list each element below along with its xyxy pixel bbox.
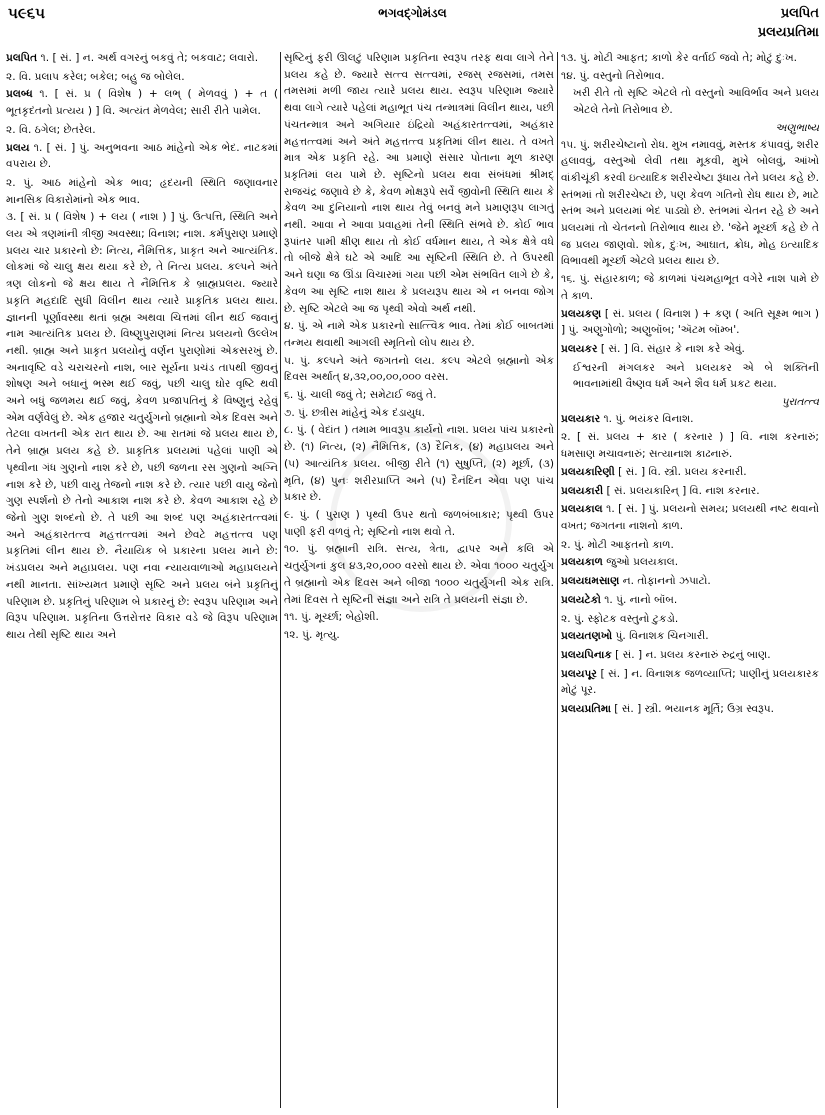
column-1 [6, 50, 278, 1110]
definition-text: ૨. વિ. પ્રલાપ કરેલ; બકેલ; બહુ જ બોલેલ. [6, 70, 185, 83]
dictionary-entry [6, 140, 278, 173]
definition-text: [ સં. ] સ્ત્રી. ભયાનક મૂર્તિ; ઉગ્ર સ્વરૂપ. [610, 703, 774, 716]
headword: પ્રલયપ્રતિમા [561, 703, 611, 716]
definition-text: ૨. પું. આઠ માંહેનો એક ભાવ; હૃદયની સ્થિતિ જણાવનાર માનસિક વિકારોમાંનો એક ભાવ. [6, 176, 278, 206]
dictionary-entry [561, 573, 819, 590]
entry-sense [284, 318, 554, 351]
column-divider [557, 52, 558, 1108]
entry-sense [284, 541, 554, 608]
headword: પ્રલયકણ [561, 307, 602, 320]
dictionary-entry [561, 647, 819, 664]
definition-text: સૃષ્ટિનું ફરી ઊલટું પરિણામ પ્રકૃતિના સ્વરૂપ તરફ થવા લાગે તેને પ્રલય કહે છે. જ્યારે સત્ત્વ સત્ત્વમાં, રજસ્ રજસમાં, તમસ તમસમાં મળી જાય ત્યારે પ્રલય થાય. સ્વરૂપ પરિણામ જ્યારે થવા લાગે ત્યારે પહેલાં મહાભૂત પંચ તન્માત્રમાં વિલીન થાય, પછી પંચતન્માત્ર અને અગિયાર ઇંદ્રિયો અહંકારતત્ત્વમાં, અહંકાર મહત્તત્ત્વમાં અને અંતે મહત્તત્ત્વ પ્રકૃતિમાં લીન થાય. તે વખતે માત્ર એક પ્રકૃતિ રહે. આ પ્રમાણે સંસાર પોતાના મૂળ કારણ પ્રકૃતિમાં લય પામે છે. સૃષ્ટિનો પ્રલય થવા સંબંધમાં શ્રીમદ્ રાજચંદ્ર જણાવે છે કે, કેવળ મોક્ષરૂપે સર્વે જીવોની સ્થિતિ થાય કે કેવળ આ દુનિયાનો નાશ થાય તેવું બનવું મને પ્રમાણરૂપ લાગતું નથી. આવા ને આવા પ્રવાહમાં તેની સ્થિતિ સંભવે છે. કોઈ ભાવ રૂપાંતર પામી ક્ષીણ થાય તો કોઈ વર્ધમાન થાય, તે એક ક્ષેત્રે વધે તો બીજે ક્ષેત્રે ઘટે એ આદિ આ સૃષ્ટિની સ્થિતિ છે. તે ઉપરથી અને ઘણા જ ઊંડા વિચારમાં ગયા પછી એમ સંભવિત લાગે છે કે, કેવળ આ સૃષ્ટિ નાશ થાય કે પ્રલયરૂપ થાય એ ન બનવા જોગ છે. સૃષ્ટિ એટલે આ જ પૃથ્વી એવો અર્થ નથી. [284, 52, 554, 315]
definition-text: [ સં. ] ન. વિનાશક જળવ્યાપ્તિ; પાણીનું પ્રલયકારક મોટું પૂર. [561, 667, 819, 697]
definition-text: ૧૬. પું. સંહારકાળ; જે કાળમાં પંચમહાભૂત વગેરે નાશ પામે છે તે કાળ. [561, 273, 819, 302]
dictionary-entry [561, 306, 819, 339]
dictionary-entry [561, 701, 819, 718]
headword: પ્રલય [6, 141, 30, 154]
definition-text: જુઓ પ્રલયકાલ. [602, 556, 679, 569]
definition-text: [ સં. ] ન. પ્રલય કરનારું રુદ્રનું બાણ. [611, 648, 771, 661]
entry-sense [561, 611, 819, 628]
dictionary-entry [561, 411, 819, 428]
definition-text: ૨. પું. મોટી આફતનો કાળ. [561, 538, 674, 551]
entry-sense [284, 422, 554, 506]
definition-text: ૧૪. પું. વસ્તુનો તિરોભાવ. [561, 69, 665, 82]
guide-words [758, 4, 819, 42]
definition-text: [ સં. ] વિ. સંહાર કે નાશ કરે એવું. [597, 342, 745, 355]
definition-text: ૬. પું. ચાલી જવું તે; સમેટાઈ જવું તે. [284, 389, 437, 402]
dictionary-entry [561, 592, 819, 609]
entry-sense [6, 122, 278, 139]
headword: પ્રલયપિનાક [561, 648, 612, 661]
definition-text: [ સં. પ્રલય ( વિનાશ ) + કણ ( અતિ સૂક્ષ્મ ભાગ ) ] પું. અણુગોળો; અણુબૉંબ; 'ઍટમ બૉમ્બ'. [561, 307, 819, 337]
definition-text: ૩. [ સં. પ્ર ( વિશેષ ) + લય ( નાશ ) ] પું. ઉત્પત્તિ, સ્થિતિ અને લય એ ત્રણમાંની ત્રીજી અવસ્થા; વિનાશ; નાશ. કર્મપુરાણ પ્રમાણે પ્રલય ચાર પ્રકારનો છે: નિત્ય, નૈમિત્તિક, પ્રાકૃત અને આત્યંતિક. લોકમાં જે ચાલુ ક્ષય થયા કરે છે, તે નિત્ય પ્રલય. કલ્પને અંતે ત્રણ લોકનો જે ક્ષય થાય તે નૈમિત્તિક કે બ્રાહ્મપ્રલય. જ્યારે પ્રકૃતિ મહદાદિ સુધી વિલીન થાય ત્યારે પ્રાકૃતિક પ્રલય થાય. જ્ઞાનની પૂર્ણાવસ્થા થતાં બ્રહ્મ અથવા ચિત્તમાં લીન થઈ જવાનું નામ આત્યંતિક પ્રલય છે. વિષ્ણુપુરાણમાં નિત્ય પ્રલયનો ઉલ્લેખ નથી. બ્રાહ્મ અને પ્રાકૃત પ્રલયોનું વર્ણન પુરાણોમાં એકસરખું છે. અનાવૃષ્ટિ વડે ચરાચરનો નાશ, બાર સૂર્યના પ્રચંડ તાપથી જીવનું શોષણ અને બધાનું ભસ્મ થઈ જવું, પછી ચાલુ ઘોર વૃષ્ટિ થવી અને બધું જળમય થઈ જવું, કેવળ પ્રજાપતિનું કે વિષ્ણુનું રહેવું એમ વર્ણવેલું છે. એક હજાર ચતુર્યુગનો બ્રહ્માનો એક દિવસ અને તેટલા વખતની એક રાત થાય છે. આ રાતમાં જે પ્રલય થાય છે, તેને બ્રાહ્મ પ્રલય કહે છે. પ્રાકૃતિક પ્રલયમાં પહેલાં પાણી એ પૃથ્વીના ગંધ ગુણનો નાશ કરે છે, પછી જળના રસ ગુણનો અગ્નિ નાશ કરે છે, પછી વાયુ તેજનો નાશ કરે છે. ત્યાર પછી વાયુ જેનો ગુણ સ્પર્શનો છે તેનો આકાશ નાશ કરે છે. કેવળ આકાશ રહે છે જેનો ગુણ શબ્દનો છે. તે પછી આ શબ્દ પણ અહંકારતત્ત્વમાં અને અહંકારતત્ત્વ મહત્તત્ત્વમાં અને છેવટે મહત્તત્ત્વ પણ પ્રકૃતિમાં લીન થાય છે. નૈયાયિક બે પ્રકારના પ્રલય માને છે: ખંડપ્રલય અને મહાપ્રલય. પણ નવા ન્યાયવાળાઓ મહાપ્રલયને નથી માનતા. સાંખ્યમત પ્રમાણે સૃષ્ટિ અને પ્રલય બંને પ્રકૃતિનું પરિણામ છે. પ્રકૃતિનું પરિણામ બે પ્રકારનું છે: સ્વરૂપ પરિણામ અને વિરૂપ પરિણામ. પ્રકૃતિના ઉત્તરોત્તર વિકાર વડે જે વિરૂપ પરિણામ થાય તેથી સૃષ્ટિ થાય અને [6, 211, 278, 641]
definition-text: [ સં. પ્રલયકારિન્ ] વિ. નાશ કરનાર. [603, 484, 760, 497]
entry-sense [284, 507, 554, 540]
citation-source [561, 394, 819, 411]
headword: પ્રલયકાળ [561, 556, 603, 569]
headword: પ્રલબ્ધ [6, 88, 33, 101]
definition-text: ૧. [ સં. પ્ર ( વિશેષ ) + લભ્ ( મેળવવું ) + ત ( ભૂતકૃદંતનો પ્રત્યય ) ] વિ. અત્યંત મેળવેલ; સારી રીતે પામેલ. [6, 88, 278, 118]
column-2 [284, 50, 554, 1110]
definition-text: ૧૦. પું. બ્રહ્માની રાત્રિ. સત્ય, ત્રેતા, દ્વાપર અને કલિ એ ચતુર્યુગનાં કુલ ૪૩,૨૦,૦૦૦ વરસો થાય છે. એવા ૧૦૦૦ ચતુર્યુગ તે બ્રહ્માનો એક દિવસ અને બીજા ૧૦૦૦ ચતુર્યુગની એક રાત્રિ. તેમાં દિવસ તે સૃષ્ટિની સંજ્ઞા અને રાત્રિ તે પ્રલયની સંજ્ઞા છે. [284, 543, 554, 606]
definition-text: ૭. પું. છત્રીસ માંહેનું એક દંડાયુધ. [284, 406, 426, 419]
headword: પ્રલયઘમસાણ [561, 575, 620, 588]
guide-word-top: પ્રલપિત [780, 6, 819, 21]
page-header [0, 0, 825, 50]
dictionary-entry [561, 501, 819, 534]
entry-sense [561, 429, 819, 462]
dictionary-entry [6, 86, 278, 119]
headword: પ્રલયકારિણી [561, 465, 615, 478]
entry-sense [284, 353, 554, 386]
definition-text: ઈશ્વરની મંગલકર અને પ્રલયકર એ બે શક્તિની ભાવનામાંથી વૈષ્ણવ ધર્મ અને શૈવ ધર્મ પ્રકટ થયા. [573, 361, 819, 391]
definition-text: ૧. પું. નાનો બૉંબ. [600, 593, 678, 606]
headword: પ્રલયકાલ [561, 503, 603, 516]
entry-sense [284, 627, 554, 644]
entry-sense [6, 69, 278, 86]
entry-sense [561, 68, 819, 85]
definition-text: ૧૧. પું. મૂર્ચ્છા; બેહોશી. [284, 611, 379, 624]
definition-text: ૮. પું. ( વેદાંત ) તમામ ભાવરૂપ કાર્યનો નાશ. પ્રલય પાંચ પ્રકારનો છે. (૧) નિત્ય, (૨) નૈમિત્તિક, (૩) દૈનિક, (૪) મહાપ્રલય અને (૫) આત્યંતિક પ્રલય. બીજી રીતે (૧) સુષુપ્તિ, (૨) મૂર્છા, (૩) મૃતિ, (૪) પુનઃ શરીરપ્રાપ્તિ અને (૫) દૈનંદિન એવા પણ પાંચ પ્રકાર છે. [284, 424, 554, 504]
definition-text: ૧. [ સં. ] પું. અનુભવના આઠ માંહેનો એક ભેદ. નાટકમાં વપરાય છે. [6, 141, 278, 171]
dictionary-entry [561, 483, 819, 500]
definition-text: ૪. પું. એ નામે એક પ્રકારનો સાત્ત્વિક ભાવ. તેમાં કોઈ બાબતમાં તન્મય થવાથી આગલી સ્મૃતિનો લોપ થાય છે. [284, 320, 554, 349]
definition-text: ખરી રીતે તો સૃષ્ટિ એટલે તો વસ્તુનો આવિર્ભાવ અને પ્રલય એટલે તેનો તિરોભાવ છે. [573, 87, 819, 117]
entry-sense [561, 137, 819, 271]
entry-sense [284, 50, 554, 317]
dictionary-entry [561, 628, 819, 645]
entry-sense [573, 360, 819, 393]
definition-text: ૧. [ સં. ] ન. અર્થ વગરનું બકવું તે; બકવાટ; લવારો. [37, 52, 259, 64]
page-number: ૫૯૬૫ [8, 4, 45, 22]
entry-sense [573, 85, 819, 118]
entry-sense [284, 387, 554, 404]
headword: પ્રલયતણખો [561, 630, 613, 643]
dictionary-entry [561, 554, 819, 571]
entry-sense [284, 405, 554, 422]
definition-text: ૧૨. પું. મૃત્યુ. [284, 628, 340, 641]
dictionary-entry [561, 666, 819, 699]
definition-text: ૧૩. પું. મોટી આફત; કાળો કેર વર્તાઈ જવો તે; મોટું દુઃખ. [561, 52, 798, 64]
headword: પ્રલયટેકો [561, 593, 601, 606]
entry-sense [284, 609, 554, 626]
definition-text: ૨. વિ. ઠગેલ; છેતરેલ. [6, 123, 96, 136]
entry-sense [561, 537, 819, 554]
dictionary-entry [561, 341, 819, 358]
entry-sense [6, 209, 278, 643]
definition-text: ૯. પું. ( પુરાણ ) પૃથ્વી ઉપર થતો જળબંબાકાર; પૃથ્વી ઉપર પાણી ફરી વળવું તે; સૃષ્ટિનો નાશ થવો તે. [284, 508, 554, 538]
definition-text: ૫. પું. કલ્પને અંતે જગતનો લય. કલ્પ એટલે બ્રહ્માનો એક દિવસ અર્થાત્ ૪,૩૨,૦૦,૦૦,૦૦૦ વરસ. [284, 354, 554, 384]
column-divider [280, 52, 281, 1108]
entry-sense [561, 271, 819, 304]
definition-text: ૧૫. પું. શરીરચેષ્ટાનો રોધ. મુખ નમાવવું, મસ્તક કંપાવવું, શરીર હલાવવું, વસ્તુઓ લેવી તથા મૂકવી, મુખે બોલવું, આંખો વાંકીચૂંકી કરવી ઇત્યાદિક શરીરચેષ્ટા રૂંધાય તેને પ્રલય કહે છે. સ્તંભમાં તો શરીરચેષ્ટા છે, પણ કેવળ ગતિનો રોધ થાય છે, માટે સ્તંભ અને પ્રલયમાં ભેદ પાડ્યો છે. સ્તંભમાં ચેતન રહે છે અને પ્રલયમાં તો ચેતનનો તિરોભાવ થાય છે. 'જેને મૂર્ચ્છા કહે છે તે જ પ્રલય જાણવો. શોક, દુઃખ, આઘાત, ક્રોધ, મોહ ઇત્યાદિક વિભાવથી મૂર્ચ્છા એટલે પ્રલય થાય છે. [561, 138, 819, 268]
citation-source [561, 120, 819, 137]
headword: પ્રલયકર [561, 342, 598, 355]
headword: પ્રલયકારી [561, 484, 604, 497]
column-3 [561, 50, 819, 1110]
definition-text: ૧. [ સં. ] પું. પ્રલયનો સમય; પ્રલયથી નષ્ટ થવાનો વખત; જગતના નાશનો કાળ. [561, 503, 819, 532]
entry-sense [561, 50, 819, 67]
definition-text: ૨. પું. સ્ફોટક વસ્તુનો ટુકડો. [561, 612, 679, 625]
entry-sense [6, 175, 278, 208]
definition-text: અણુભાષ્ય [775, 121, 819, 134]
definition-text: ૧. પું. ભયંકર વિનાશ. [600, 412, 694, 425]
dictionary-entry [6, 50, 278, 67]
definition-text: [ સં. ] વિ. સ્ત્રી. પ્રલય કરનારી. [614, 465, 747, 478]
dictionary-entry [561, 464, 819, 481]
definition-text: ૨. [ સં. પ્રલય + કાર ( કરનાર ) ] વિ. નાશ કરનારું; ધમસાણ મચાવનારું; સત્યાનાશ કાઢનારું. [561, 431, 819, 461]
definition-text: પુરાતત્ત્વ [781, 396, 819, 409]
headword: પ્રલયકાર [561, 412, 601, 425]
headword: પ્રલપિત [6, 52, 38, 64]
definition-text: ન. તોફાનનો ઝપાટો. [619, 575, 711, 588]
guide-word-bottom: પ્રલયપ્રતિમા [757, 25, 819, 40]
headword: પ્રલયપૂર [561, 667, 597, 680]
running-title: ભગવદ્ગોમંડલ [378, 6, 447, 20]
definition-text: પું. વિનાશક ચિનગારી. [612, 630, 709, 643]
